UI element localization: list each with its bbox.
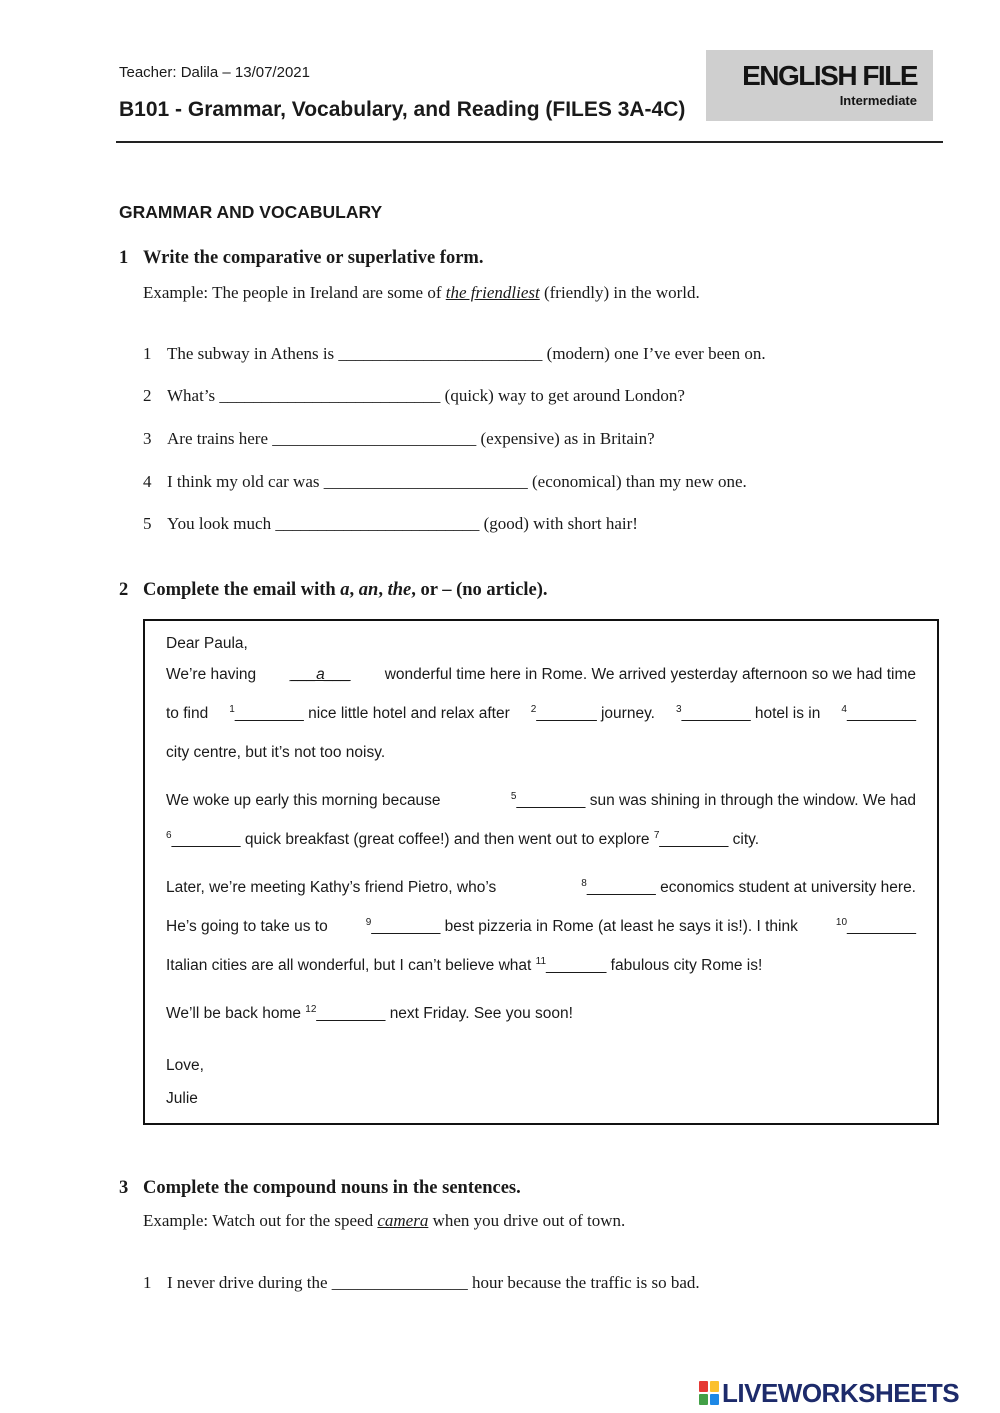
liveworksheets-brand: LIVEWORKSHEETS	[722, 1378, 960, 1408]
q3-example-text: Example: Watch out for the speed	[143, 1211, 378, 1230]
item-number: 1	[143, 344, 152, 363]
logo-title: ENGLISH FILE	[742, 60, 917, 91]
email-line[interactable]	[166, 1005, 573, 1023]
email-greeting: Dear Paula,	[166, 635, 248, 652]
q3-example	[143, 1211, 625, 1231]
item-text: What’s __________________________ (quick) way to get around London?	[167, 386, 685, 405]
email-text: ________	[847, 918, 916, 935]
blank-10[interactable]	[836, 918, 916, 936]
blank-2[interactable]	[531, 705, 655, 723]
email-line: city centre, but it’s not too noisy.	[166, 744, 386, 761]
item-number: 1	[143, 1273, 152, 1292]
blank-8[interactable]	[581, 879, 916, 897]
email-text: We’re having	[166, 666, 257, 683]
english-file-logo	[706, 50, 933, 121]
email-text: Italian cities are all wonderful, but I can’t believe what	[166, 957, 532, 974]
teacher-line: Teacher: Dalila – 13/07/2021	[119, 64, 310, 81]
item-number: 3	[143, 429, 152, 448]
blank-number: 1	[229, 704, 235, 715]
blank-number: 10	[835, 917, 848, 928]
blank-4[interactable]	[841, 705, 916, 723]
q1-number: 1	[119, 248, 129, 268]
email-box	[143, 619, 939, 1125]
blank-number: 9	[365, 917, 372, 928]
sep: ,	[349, 580, 359, 600]
blank-number: 3	[676, 704, 682, 715]
header-divider	[116, 141, 943, 143]
email-text: We woke up early this morning because	[166, 792, 441, 809]
email-text: _______ journey.	[536, 705, 655, 722]
q3-heading	[119, 1178, 521, 1199]
email-text: _______ fabulous city Rome is!	[546, 957, 763, 974]
article-the: the	[387, 580, 412, 600]
email-text: to find	[166, 705, 209, 722]
email-text: ________ nice little hotel and relax after	[234, 705, 510, 722]
blank-11[interactable]	[536, 957, 763, 974]
blank-number: 7	[653, 830, 660, 841]
blank-number: 2	[530, 704, 537, 715]
email-text: ________ hotel is in	[681, 705, 821, 722]
q1-item-4[interactable]	[143, 472, 747, 492]
blank-7[interactable]	[654, 831, 759, 848]
email-line	[166, 666, 916, 684]
example-blank: ___a___	[290, 666, 351, 683]
email-text: ________ city.	[659, 831, 760, 848]
q3-number: 3	[119, 1178, 129, 1198]
blank-3[interactable]	[676, 705, 820, 723]
item-number: 4	[143, 472, 152, 491]
blank-number: 12	[305, 1004, 317, 1015]
sep: ,	[378, 580, 388, 600]
email-signature: Julie	[166, 1090, 198, 1107]
q1-item-3[interactable]	[143, 429, 655, 449]
logo-subtitle: Intermediate	[839, 93, 917, 108]
email-text: Later, we’re meeting Kathy’s friend Pietro, who’s	[166, 879, 497, 896]
email-line[interactable]	[166, 831, 759, 849]
q3-heading-text: Complete the compound nouns in the sentences.	[143, 1178, 521, 1198]
q1-item-1[interactable]	[143, 344, 766, 364]
item-number: 2	[143, 386, 152, 405]
email-text: ________ economics student at university here.	[586, 879, 916, 896]
q1-example	[143, 283, 700, 303]
blank-9[interactable]	[366, 918, 798, 936]
blank-number: 6	[166, 830, 172, 841]
blank-number: 5	[510, 791, 517, 802]
q1-item-2[interactable]	[143, 386, 685, 406]
q2-heading	[119, 580, 548, 601]
q1-heading	[119, 248, 483, 269]
email-line[interactable]	[166, 957, 762, 975]
email-text: ________	[846, 705, 916, 722]
q2-number: 2	[119, 580, 129, 600]
item-text: I think my old car was ________________________ (economical) than my new one.	[167, 472, 747, 491]
email-line[interactable]	[166, 879, 916, 897]
item-text: You look much ________________________ (good) with short hair!	[167, 514, 638, 533]
q1-heading-text: Write the comparative or superlative form.	[143, 248, 484, 268]
email-text: ________ next Friday. See you soon!	[316, 1005, 573, 1022]
blank-6[interactable]	[166, 831, 650, 848]
blank-number: 8	[581, 878, 587, 889]
blank-1[interactable]	[229, 705, 509, 723]
blank-number: 4	[841, 704, 847, 715]
email-line[interactable]	[166, 705, 916, 723]
q1-example-answer: the friendliest	[445, 283, 540, 302]
item-text: I never drive during the ________________ hour because the traffic is so bad.	[167, 1273, 700, 1292]
article-a: a	[340, 580, 350, 600]
section-heading: GRAMMAR AND VOCABULARY	[119, 202, 383, 222]
email-text: ________ best pizzeria in Rome (at least he says it is!). I think	[371, 918, 798, 935]
q3-example-answer: camera	[377, 1211, 429, 1230]
email-text: He’s going to take us to	[166, 918, 328, 935]
q1-item-5[interactable]	[143, 514, 638, 534]
item-text: The subway in Athens is ________________________ (modern) one I’ve ever been on.	[167, 344, 766, 363]
blank-number: 11	[535, 956, 547, 967]
q1-example-tail: (friendly) in the world.	[539, 283, 700, 302]
item-text: Are trains here ________________________ (expensive) as in Britain?	[167, 429, 655, 448]
email-text: wonderful time here in Rome. We arrived yesterday afternoon so we had time	[384, 666, 916, 683]
q2-heading-tail: , or – (no article).	[411, 580, 548, 600]
email-text: We’ll be back home	[166, 1005, 301, 1022]
worksheet-title: B101 - Grammar, Vocabulary, and Reading (FILES 3A-4C)	[119, 98, 686, 121]
q1-example-text: Example: The people in Ireland are some of	[143, 283, 446, 302]
q3-item-1[interactable]	[143, 1273, 700, 1293]
liveworksheets-icon	[698, 1380, 720, 1406]
q2-heading-text: Complete the email with	[143, 580, 341, 600]
item-number: 5	[143, 514, 152, 533]
blank-5[interactable]	[511, 792, 916, 810]
email-line[interactable]	[166, 792, 916, 810]
article-an: an	[358, 580, 379, 600]
q3-example-tail: when you drive out of town.	[428, 1211, 626, 1230]
liveworksheets-logo	[698, 1378, 994, 1408]
email-line[interactable]	[166, 918, 916, 936]
email-closing: Love,	[166, 1057, 204, 1074]
email-text: ________ sun was shining in through the window. We had	[516, 792, 916, 809]
email-text: ________ quick breakfast (great coffee!) and then went out to explore	[171, 831, 650, 848]
blank-12[interactable]	[305, 1005, 573, 1022]
